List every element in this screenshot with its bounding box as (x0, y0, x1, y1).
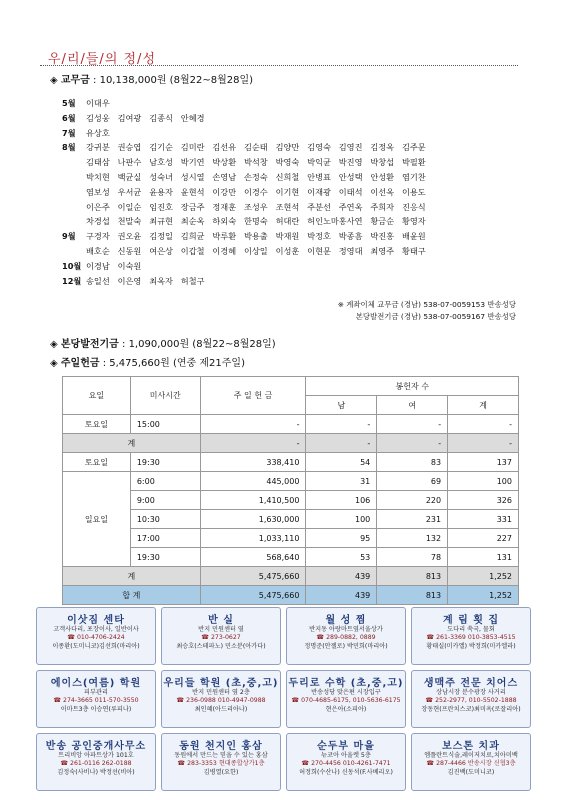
donor-name: 최영주 (370, 246, 395, 256)
month-label (62, 202, 86, 213)
ad-line: 트리비앙 아파트상가 101호 (58, 752, 134, 759)
donor-name: 하외숙 (212, 216, 237, 227)
donor-name: 배호순 (86, 246, 110, 256)
ad-line: 반지동 아랑마트옆서울상가 (309, 626, 383, 633)
donor-name: 허인노마 (307, 216, 339, 227)
donor-name: 김태삼 (86, 157, 110, 168)
donor-name: 한명숙 (243, 216, 268, 227)
donor-name: 박치현 (86, 172, 110, 182)
title-divider (40, 65, 518, 66)
header-day: 요일 (63, 377, 131, 415)
account-note-1: ※ 계좌이체 교무금 (경남) 538-07-0059153 반송성당 (337, 300, 516, 309)
donor-name: 박루환 (212, 231, 237, 242)
donor-name: 윤현석 (180, 186, 205, 197)
ad-box (286, 733, 406, 791)
ad-line: 최인혜(아드리아나) (194, 705, 248, 713)
donor-name: 유상호 (86, 127, 110, 138)
table-row: 17:00 1,033,110 95 132 227 (63, 529, 519, 548)
donor-name: 황금순 (370, 216, 395, 227)
donor-name: 구경자 (86, 231, 110, 242)
month-row (62, 216, 434, 227)
donor-name: 이일순 (117, 201, 142, 212)
ad-line: ☎ 070-4685-6175, 010-5636-6175 (291, 697, 401, 705)
donor-name: 김미란 (180, 142, 205, 153)
donor-name: 박재원 (275, 231, 300, 242)
page-title: 우/리/들/의 정/성 (48, 52, 156, 67)
fund-heading: ◈ 본당발전기금 : 1,090,000원 (8월22~8월28일) (50, 339, 276, 350)
header-time: 미사시간 (130, 377, 200, 415)
table-row: 19:30 568,640 53 78 131 (63, 548, 519, 567)
donor-name: 황영자 (401, 216, 426, 227)
donor-name: 김종식 (149, 112, 173, 123)
ad-line: 황태실(미카엘) 박정희(미카엘라) (426, 642, 516, 650)
ad-line: ☎ 289-0882, 0889 (316, 634, 376, 642)
donor-name: 김순태 (243, 142, 268, 153)
donor-name: 최옥자 (149, 275, 173, 286)
donor-name: 성시열 (180, 172, 205, 182)
ad-line: 김정숙(사비나) 박정선(비아) (57, 768, 135, 776)
ad-line: 반지 민원센터 옆 (198, 626, 244, 633)
donor-name: 천말숙 (117, 216, 142, 227)
donor-name: 김선유 (212, 142, 237, 153)
donor-name: 조현석 (275, 201, 300, 212)
ad-line: 현은아(소피아) (325, 705, 367, 713)
donor-name: 이기현 (275, 186, 300, 197)
donor-name: 조성우 (243, 201, 268, 212)
donor-name: 박영숙 (275, 157, 300, 168)
month-label (62, 157, 86, 168)
table-row: 계 5,475,660 439 813 1,252 (63, 567, 519, 586)
ad-line: ☎ 283-3353 현대종합상가1층 (177, 760, 265, 768)
donor-name: 안혜경 (180, 112, 205, 123)
donor-name: 최규현 (149, 216, 173, 227)
donor-name: 김정일 (149, 231, 173, 242)
donor-name: 홍사연 (338, 216, 363, 227)
ad-line: 김진백(도미니코) (447, 768, 495, 776)
donor-name: 권오윤 (117, 231, 142, 242)
donor-name: 나판수 (117, 157, 142, 168)
donor-name: 안성택 (338, 172, 363, 182)
donor-name: 이대우 (86, 98, 110, 108)
ad-line: 이종환(도미니코)김선희(마리아) (52, 642, 140, 650)
table-row: 계 - - - - (63, 434, 519, 453)
month-row (62, 187, 434, 198)
header-total: 계 (448, 396, 519, 415)
collection-heading: ◈ 주일헌금 : 5,475,660원 (연중 제21주일) (50, 358, 245, 369)
ad-title: 순두부 마을 (317, 741, 375, 752)
donor-name: 배윤원 (401, 231, 426, 242)
donor-name: 송일선 (86, 275, 110, 286)
ad-line: 허정희(수산나) 신동석(F.사베리오) (299, 768, 393, 776)
header-amount: 주 일 헌 금 (200, 377, 306, 415)
donor-name: 이강만 (212, 186, 237, 197)
donor-name: 이성훈 (275, 246, 300, 256)
donor-name: 김정옥 (370, 142, 395, 153)
month-row (62, 128, 118, 139)
donor-name: 이경남 (86, 260, 110, 271)
month-row (62, 172, 434, 183)
donor-name: 안성환 (370, 172, 395, 182)
donor-name: 강귀분 (86, 142, 110, 153)
ad-box (286, 670, 406, 728)
donor-name: 박상환 (212, 157, 237, 168)
donor-name: 이상일 (243, 246, 268, 256)
donor-name: 황태구 (401, 246, 426, 256)
donor-name: 이갑철 (180, 246, 205, 256)
donor-name: 최순옥 (180, 216, 205, 227)
ad-line: ☎ 287-4466 반송시장 신협3층 (426, 760, 516, 768)
donor-name: 김영숙 (307, 142, 331, 153)
ad-title: 계 림 횟 집 (442, 615, 500, 626)
month-row (62, 157, 434, 168)
ad-line: 도다리 쑥국, 물회 (447, 626, 495, 633)
month-row (62, 113, 212, 124)
ad-title: 우리들 학원 (초,중,고) (163, 678, 279, 689)
donor-name: 주희자 (370, 201, 395, 212)
month-label: 7월 (62, 127, 76, 138)
month-row (62, 98, 118, 109)
ad-line: ☎ 273-0627 (201, 634, 241, 642)
donor-name: 이재광 (307, 186, 331, 197)
donor-name: 김주문 (401, 142, 426, 153)
ad-box (286, 607, 406, 665)
donor-name: 허철구 (180, 275, 205, 286)
month-row (62, 276, 212, 287)
month-label: 6월 (62, 112, 76, 123)
table-total-row: 합 계 5,475,660 439 813 1,252 (63, 586, 519, 605)
donor-name: 박정호 (307, 231, 331, 242)
month-row (62, 246, 434, 257)
donor-name: 임진호 (149, 201, 173, 212)
donor-name: 이태석 (338, 186, 363, 197)
donor-name: 김여광 (117, 112, 142, 123)
table-header-row (63, 377, 519, 396)
header-count: 봉헌자 수 (306, 377, 519, 396)
donor-name: 김기순 (149, 142, 173, 153)
ad-line: ☎ 010-4706-2424 (67, 634, 125, 642)
ad-line: ☎ 236-0988 010-4947-0988 (176, 697, 266, 705)
collection-table (62, 376, 519, 605)
header-male: 남 (306, 396, 377, 415)
ad-line: 고객사다리, 포장이사, 일반이사 (53, 626, 139, 633)
donor-name: 차경섭 (86, 216, 110, 227)
donor-name: 이용도 (401, 186, 426, 197)
donor-name: 이경수 (243, 186, 268, 197)
month-label: 10월 (62, 260, 82, 271)
donor-name: 남호성 (149, 157, 173, 168)
ad-title: 두리로 수학 (초,중,고) (288, 678, 404, 689)
ad-line: 뉴코아 아울렛 5층 (321, 752, 371, 759)
month-row (62, 261, 149, 272)
donor-name: 장금주 (180, 201, 205, 212)
ad-line: 정명준(안젤로) 박민희(마리아) (304, 642, 388, 650)
donor-name: 정재훈 (212, 201, 237, 212)
ad-line: 이마트3층 이승연(루피나) (60, 705, 132, 713)
header-female: 여 (377, 396, 448, 415)
donor-name: 이현문 (307, 246, 331, 256)
month-row (62, 202, 434, 213)
donor-name: 김성웅 (86, 112, 110, 123)
ad-line: 반송성당 맞은편 시장입구 (311, 689, 381, 696)
donor-name: 신희철 (275, 172, 300, 182)
ad-line: 동원에서 만드는 믿을 수 있는 홍삼 (174, 752, 268, 759)
account-note-2: 본당발전기금 (경남) 538-07-0059167 반송성당 (355, 312, 516, 321)
month-row (62, 142, 434, 153)
donor-name: 정영대 (338, 246, 363, 256)
ad-box (36, 670, 156, 728)
ad-line: 반지 민원센터 옆 2층 (192, 689, 250, 696)
donor-name: 박창섭 (370, 157, 395, 168)
donor-name: 김희균 (180, 231, 205, 242)
donor-name: 손영남 (212, 172, 237, 182)
donor-name: 이경혜 (212, 246, 237, 256)
ad-line: ☎ 270-4456 010-4261-7471 (301, 760, 391, 768)
donor-name: 김영진 (338, 142, 363, 153)
ad-line: 김병열(요한) (203, 768, 239, 776)
ad-line: ☎ 261-0116 262-0188 (60, 760, 132, 768)
ad-line: 피부관리 (84, 689, 108, 696)
donor-name: 주연옥 (338, 201, 363, 212)
month-label (62, 216, 86, 227)
offering-heading: ◈ 교무금 : 10,138,000원 (8월22~8월28일) (50, 75, 254, 86)
ad-box (161, 607, 281, 665)
donor-name: 이은영 (117, 275, 142, 286)
month-label: 5월 (62, 98, 76, 108)
donor-name: 이선옥 (370, 186, 395, 197)
donor-name: 백균실 (117, 172, 142, 182)
table-row: 9:00 1,410,500 106 220 326 (63, 491, 519, 510)
month-row (62, 231, 434, 242)
ad-box (161, 670, 281, 728)
donor-name: 윤용자 (149, 186, 173, 197)
ad-line: ☎ 252-2977, 010-5502-1888 (425, 697, 517, 705)
ad-line: 엠플란트식술,레이저치료,치아미백 (424, 752, 518, 759)
diamond-icon: ◈ (50, 358, 61, 369)
donor-name: 손정숙 (243, 172, 268, 182)
ad-title: 월 성 찜 (325, 615, 367, 626)
donor-name: 주분선 (307, 201, 331, 212)
donor-name: 염기찬 (401, 172, 426, 182)
ad-box (36, 733, 156, 791)
month-label (62, 187, 86, 198)
diamond-icon: ◈ (50, 339, 61, 350)
month-label: 9월 (62, 231, 76, 242)
table-row: 토요일 15:00 - - - - (63, 415, 519, 434)
diamond-icon: ◈ (50, 75, 61, 86)
donor-name: 안병표 (307, 172, 331, 182)
table-row: 토요일 19:30 338,410 54 83 137 (63, 453, 519, 472)
ad-line: ☎ 274-3665 011-570-3550 (53, 697, 139, 705)
ad-line: 상남시장 분수광장 사거리 (436, 689, 506, 696)
ad-box (411, 733, 531, 791)
donor-name: 여은상 (149, 246, 173, 256)
donor-name: 박필환 (401, 157, 426, 168)
ad-title: 반 실 (208, 615, 234, 626)
ad-box (36, 607, 156, 665)
donor-name: 이은주 (86, 201, 110, 212)
donor-name: 박진영 (338, 157, 363, 168)
ad-box (161, 733, 281, 791)
donor-name: 허대란 (275, 216, 300, 227)
month-label: 8월 (62, 142, 76, 153)
donor-name: 박석창 (243, 157, 268, 168)
donor-name: 박익균 (307, 157, 331, 168)
donor-name: 권승엽 (117, 142, 142, 153)
donor-name: 박진홍 (370, 231, 395, 242)
donor-name: 박용출 (243, 231, 268, 242)
ad-box (411, 670, 531, 728)
month-label (62, 246, 86, 257)
ad-title: 보스톤 치과 (442, 741, 500, 752)
table-row: 일요일 6:00 445,000 31 69 100 (63, 472, 519, 491)
donor-name: 신동원 (117, 246, 142, 256)
ad-title: 반송 공인중개사무소 (45, 741, 147, 752)
donor-name: 성숙녀 (149, 172, 173, 182)
donor-name: 김양만 (275, 142, 300, 153)
ad-line: ☎ 261-3369 010-3853-4515 (426, 634, 516, 642)
ad-line: 장동현(프란치스코)최미옥(로잘리아) (421, 705, 521, 713)
ad-title: 에이스(여름) 학원 (50, 678, 142, 689)
month-label (62, 172, 86, 183)
ad-title: 이삿짐 센타 (67, 615, 125, 626)
donor-name: 염보성 (86, 186, 110, 197)
donor-name: 이숙원 (117, 260, 142, 271)
donor-name: 진응식 (401, 201, 426, 212)
table-row: 10:30 1,630,000 100 231 331 (63, 510, 519, 529)
donor-name: 우서균 (117, 186, 142, 197)
month-label: 12월 (62, 275, 82, 286)
ad-box (411, 607, 531, 665)
donor-name: 박종흠 (338, 231, 363, 242)
ad-line: 최승호(스테파노) 민소분(아가다) (176, 642, 266, 650)
donor-name: 박기연 (180, 157, 205, 168)
ad-title: 동원 천지인 홍삼 (179, 741, 263, 752)
ads-grid (36, 607, 530, 791)
ad-title: 생맥주 전문 치어스 (423, 678, 519, 689)
